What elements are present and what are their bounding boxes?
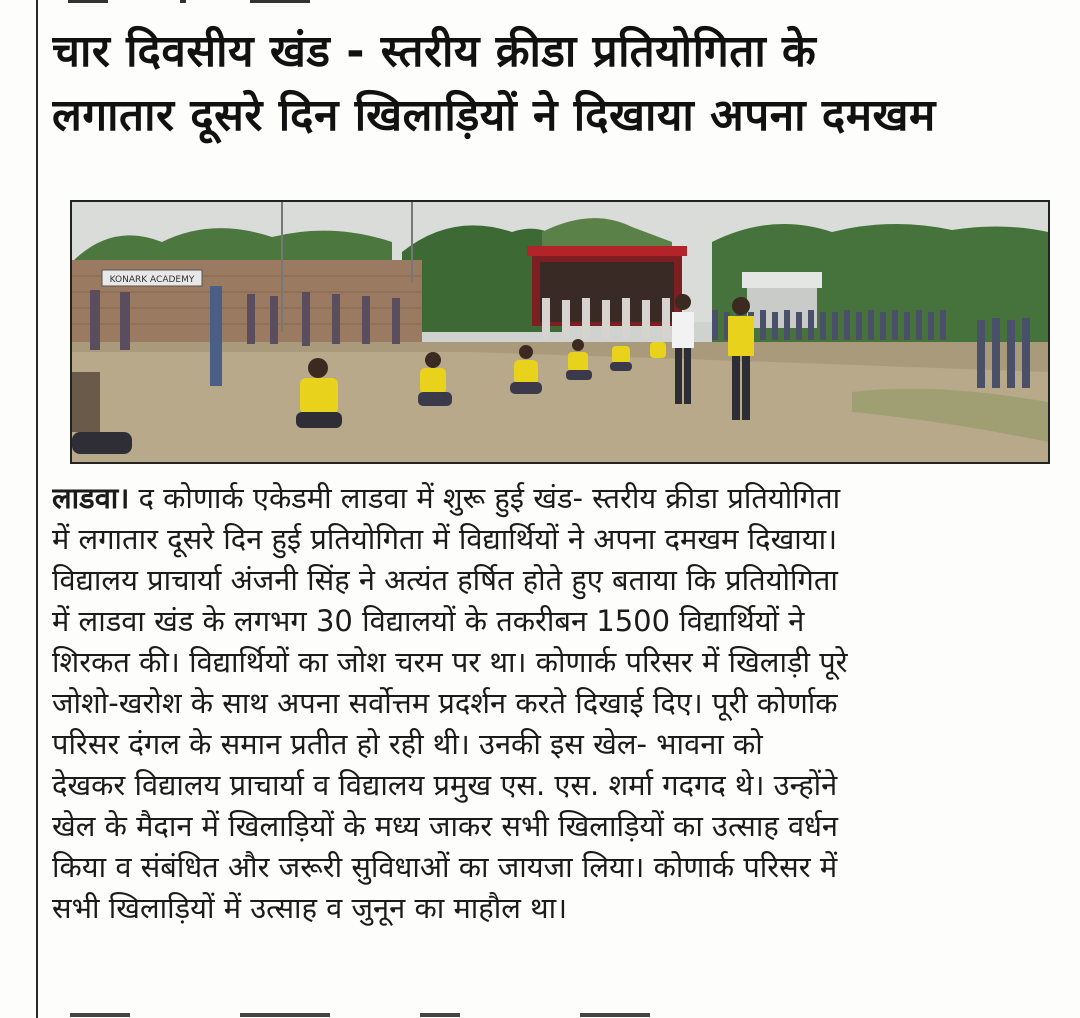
article-line: परिसर दंगल के समान प्रतीत हो रही थी। उनकी इस खेल- भावना को [52, 727, 763, 761]
news-photo [70, 200, 1050, 464]
headline [52, 20, 1062, 148]
article-line: सभी खिलाड़ियों में उत्साह व जुनून का माहौल था। [52, 891, 568, 925]
sports-ground-photo [72, 202, 1048, 462]
article-line: किया व संबंधित और जरूरी सुविधाओं का जायजा लिया। कोणार्क परिसर में [52, 850, 838, 884]
article-line: शिरकत की। विद्यार्थियों का जोश चरम पर था। कोणार्क परिसर में खिलाड़ी पूरे [52, 645, 848, 679]
article-line: खेल के मैदान में खिलाड़ियों के मध्य जाकर सभी खिलाड़ियों का उत्साह वर्धन [52, 809, 839, 843]
headline-line-2: लगातार दूसरे दिन खिलाड़ियों ने दिखाया अपना दमखम [52, 90, 936, 141]
article-body [52, 478, 1062, 929]
article-line: देखकर विद्यालय प्राचार्या व विद्यालय प्रमुख एस. एस. शर्मा गदगद थे। उन्होंने [52, 768, 838, 802]
article-line [52, 478, 1062, 519]
article-line: में लाडवा खंड के लगभग 30 विद्यालयों के तकरीबन 1500 विद्यार्थियों ने [52, 604, 805, 638]
cut-text-fragment [60, 0, 320, 6]
article-line: विद्यालय प्राचार्या अंजनी सिंह ने अत्यंत हर्षित होते हुए बताया कि प्रतियोगिता [52, 563, 838, 597]
article-line: में लगातार दूसरे दिन हुई प्रतियोगिता में विद्यार्थियों ने अपना दमखम दिखाया। [52, 522, 838, 556]
cut-text-fragment [60, 1010, 760, 1018]
headline-line-1: चार दिवसीय खंड - स्तरीय क्रीडा प्रतियोगिता के [52, 26, 817, 77]
column-rule [36, 0, 38, 1018]
article-line-text: द कोणार्क एकेडमी लाडवा में शुरू हुई खंड- स्तरीय क्रीडा प्रतियोगिता [129, 481, 841, 515]
article-line: जोशो-खरोश के साथ अपना सर्वोत्तम प्रदर्शन करते दिखाई दिए। पूरी कोर्णाक [52, 686, 838, 720]
wall-banner-text: KONARK ACADEMY [109, 275, 195, 285]
dateline: लाडवा। [52, 481, 130, 515]
